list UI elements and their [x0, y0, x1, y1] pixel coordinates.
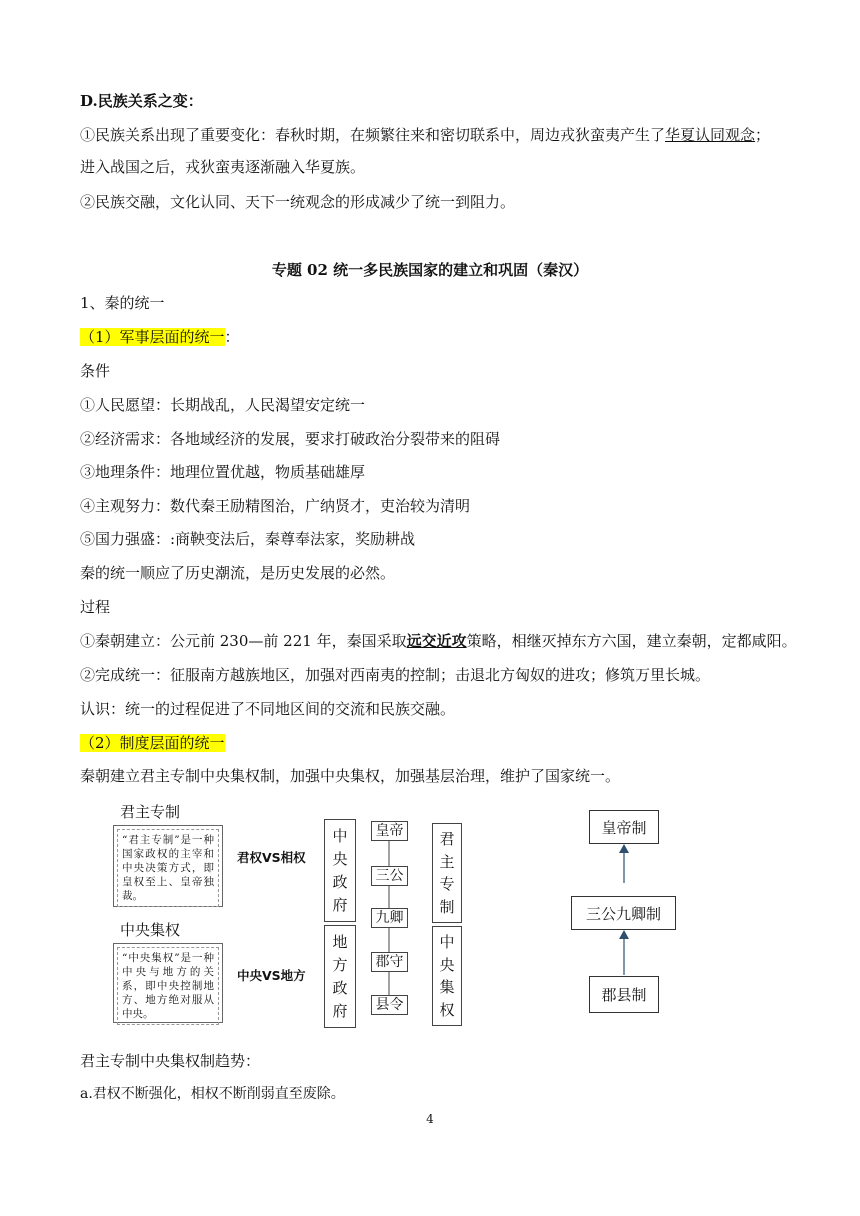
vs-label-1: 君权VS相权 — [237, 850, 306, 865]
three-dukes-nine-ministers-box: 三公九卿制 — [571, 896, 676, 930]
char: 中 — [332, 826, 348, 845]
autocracy-vertical-box — [432, 823, 462, 923]
political-system-diagram — [0, 795, 860, 1035]
trend-heading: 君主专制中央集权制趋势： — [80, 1052, 261, 1070]
char: 制 — [439, 897, 455, 916]
process-item-1 — [80, 631, 797, 651]
page-number: 4 — [426, 1112, 434, 1126]
chain-commandery: 郡守 — [371, 952, 408, 972]
trend-item-a: a.君权不断强化，相权不断削弱直至废除。 — [80, 1086, 345, 1102]
autocracy-title: 君主专制 — [120, 803, 181, 821]
central-note-text: “中央集权”是一种中央与地方的关系，即中央控制地方、地方绝对服从中央。 — [117, 947, 219, 1025]
char: 中 — [439, 933, 455, 952]
condition-item: ⑤国力强盛：:商鞅变法后，秦尊奉法家，奖励耕战 — [80, 530, 416, 548]
conditions-summary: 秦的统一顺应了历史潮流，是历史发展的必然。 — [80, 564, 396, 582]
char: 方 — [332, 955, 348, 974]
system-heading — [80, 733, 225, 753]
underlined-term: 远交近攻 — [406, 632, 467, 650]
text-span: ①民族关系出现了重要变化：春秋时期，在频繁往来和密切联系中，周边戎狄蛮夷产生了 — [80, 126, 666, 144]
vs-label-2: 中央VS地方 — [237, 968, 306, 983]
section-d-paragraph-2: 进入战国之后，戎狄蛮夷逐渐融入华夏族。 — [80, 158, 366, 176]
section-d-paragraph-1 — [80, 125, 770, 145]
highlighted-heading: （1）军事层面的统一 — [80, 328, 225, 346]
char: 专 — [439, 875, 455, 894]
char: 主 — [439, 852, 455, 871]
section-d-heading: D.民族关系之变： — [80, 92, 203, 110]
char: 央 — [332, 849, 348, 868]
condition-item: ③地理条件：地理位置优越，物质基础雄厚 — [80, 463, 366, 481]
text-span: 策略，相继灭掉东方六国，建立秦朝，定都咸阳。 — [466, 632, 797, 650]
chain-county: 县令 — [371, 995, 408, 1015]
insight-text: 认识：统一的过程促进了不同地区间的交流和民族交融。 — [80, 700, 456, 718]
condition-item: ④主观努力：数代秦王励精图治，广纳贤才，吏治较为清明 — [80, 497, 471, 515]
section-d-paragraph-3: ②民族交融，文化认同、天下一统观念的形成减少了统一到阻力。 — [80, 193, 516, 211]
chain-nine-ministers: 九卿 — [371, 908, 408, 928]
military-heading — [80, 327, 240, 347]
char: 地 — [332, 932, 348, 951]
chain-emperor: 皇帝 — [371, 821, 408, 841]
commandery-county-box: 郡县制 — [589, 976, 659, 1013]
text-span: ； — [755, 126, 771, 144]
qin-heading: 1、秦的统一 — [80, 294, 165, 312]
char: 君 — [439, 830, 455, 849]
topic-title: 专题 02 统一多民族国家的建立和巩固（秦汉） — [271, 261, 589, 279]
char: 府 — [332, 896, 348, 915]
central-title: 中央集权 — [120, 921, 181, 939]
chain-three-dukes: 三公 — [371, 866, 408, 886]
process-label: 过程 — [80, 598, 111, 616]
condition-item: ②经济需求：各地域经济的发展，要求打破政治分裂带来的阻碍 — [80, 430, 501, 448]
text-span: ①秦朝建立：公元前 230—前 221 年，秦国采取 — [80, 632, 407, 650]
char: 权 — [439, 1000, 455, 1019]
emperor-system-box: 皇帝制 — [589, 810, 659, 844]
char: 政 — [332, 873, 348, 892]
autocracy-note-text: “君主专制”是一种国家政权的主宰和中央决策方式，即皇权至上、皇帝独裁。 — [117, 829, 219, 907]
char: 府 — [332, 1002, 348, 1021]
centralization-vertical-box — [432, 926, 462, 1026]
conditions-label: 条件 — [80, 362, 111, 380]
char: 集 — [439, 978, 455, 997]
process-item-2: ②完成统一：征服南方越族地区，加强对西南夷的控制；击退北方匈奴的进攻；修筑万里长城。 — [80, 666, 711, 684]
text-span: ： — [224, 328, 240, 346]
system-text: 秦朝建立君主专制中央集权制，加强中央集权，加强基层治理，维护了国家统一。 — [80, 767, 621, 785]
underlined-term: 华夏认同观念 — [665, 126, 756, 144]
char: 政 — [332, 979, 348, 998]
char: 央 — [439, 955, 455, 974]
condition-item: ①人民愿望：长期战乱，人民渴望安定统一 — [80, 396, 366, 414]
highlighted-heading: （2）制度层面的统一 — [80, 734, 225, 752]
chain-connectors — [0, 795, 860, 1035]
